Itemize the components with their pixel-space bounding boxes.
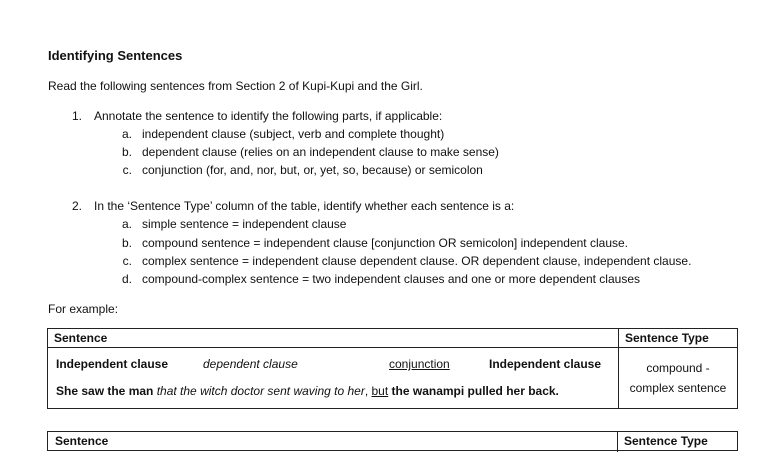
sentence-conjunction: but bbox=[371, 384, 389, 398]
label-conjunction: conjunction bbox=[389, 357, 450, 371]
header-sentence-type: Sentence Type bbox=[619, 329, 738, 348]
second-table-header bbox=[47, 431, 738, 451]
list2-item-b: compound sentence = independent clause [conjunction OR semicolon] independent clause. bbox=[142, 236, 628, 250]
list2-item-d-letter: d. bbox=[121, 272, 132, 286]
list1-item-c-letter: c. bbox=[122, 163, 132, 177]
list2-item-a: simple sentence = independent clause bbox=[142, 217, 347, 231]
list1-number: 1. bbox=[71, 109, 82, 123]
example-label: For example: bbox=[48, 302, 119, 316]
type-line-2: complex sentence bbox=[629, 381, 727, 395]
table2-divider bbox=[617, 432, 618, 452]
header-sentence: Sentence bbox=[48, 329, 619, 348]
list1-item-c: conjunction (for, and, nor, but, or, yet, so, because) or semicolon bbox=[142, 163, 483, 177]
list2-item-a-letter: a. bbox=[121, 217, 132, 231]
list2-number: 2. bbox=[71, 199, 82, 213]
example-sentence bbox=[56, 384, 559, 398]
intro-text bbox=[48, 79, 423, 93]
example-table-row bbox=[48, 348, 738, 409]
example-table bbox=[47, 328, 738, 409]
type-line-1: compound - bbox=[646, 361, 710, 375]
label-independent-clause-2: Independent clause bbox=[489, 357, 602, 371]
example-table-header bbox=[48, 329, 738, 348]
list2-item-c: complex sentence = independent clause dependent clause. OR dependent clause, independent clause. bbox=[142, 254, 692, 268]
list2-item-b-letter: b. bbox=[121, 236, 132, 250]
label-independent-clause-1: Independent clause bbox=[56, 357, 169, 371]
table2-header-sentence: Sentence bbox=[55, 434, 109, 448]
intro-suffix: . bbox=[419, 79, 423, 93]
list1-item-b-letter: b. bbox=[121, 145, 132, 159]
example-type-cell bbox=[619, 348, 738, 409]
list2-item-c-letter: c. bbox=[122, 254, 132, 268]
list1-item-a: independent clause (subject, verb and complete thought) bbox=[142, 127, 445, 141]
example-sentence-cell bbox=[48, 348, 619, 409]
intro-source: Section 2 of Kupi-Kupi and the Girl bbox=[235, 79, 420, 93]
label-dependent-clause: dependent clause bbox=[203, 357, 298, 371]
intro-prefix: Read the following sentences from bbox=[48, 79, 236, 93]
list1-item-a-letter: a. bbox=[121, 127, 132, 141]
sentence-independent-2: the wanampi pulled her back. bbox=[388, 384, 559, 398]
list2-item-d: compound-complex sentence = two independent clauses and one or more dependent clauses bbox=[142, 272, 640, 286]
sentence-dependent: that the witch doctor sent waving to her bbox=[156, 384, 365, 398]
list1-item-b: dependent clause (relies on an independent clause to make sense) bbox=[142, 145, 499, 159]
list1-instruction: Annotate the sentence to identify the following parts, if applicable: bbox=[94, 109, 443, 123]
list2-instruction: In the ‘Sentence Type’ column of the table, identify whether each sentence is a: bbox=[94, 199, 515, 213]
sentence-independent-1: She saw the man bbox=[56, 384, 157, 398]
table2-header-type: Sentence Type bbox=[624, 434, 708, 448]
page-title: Identifying Sentences bbox=[48, 48, 183, 63]
sentence-comma: , bbox=[364, 384, 372, 398]
